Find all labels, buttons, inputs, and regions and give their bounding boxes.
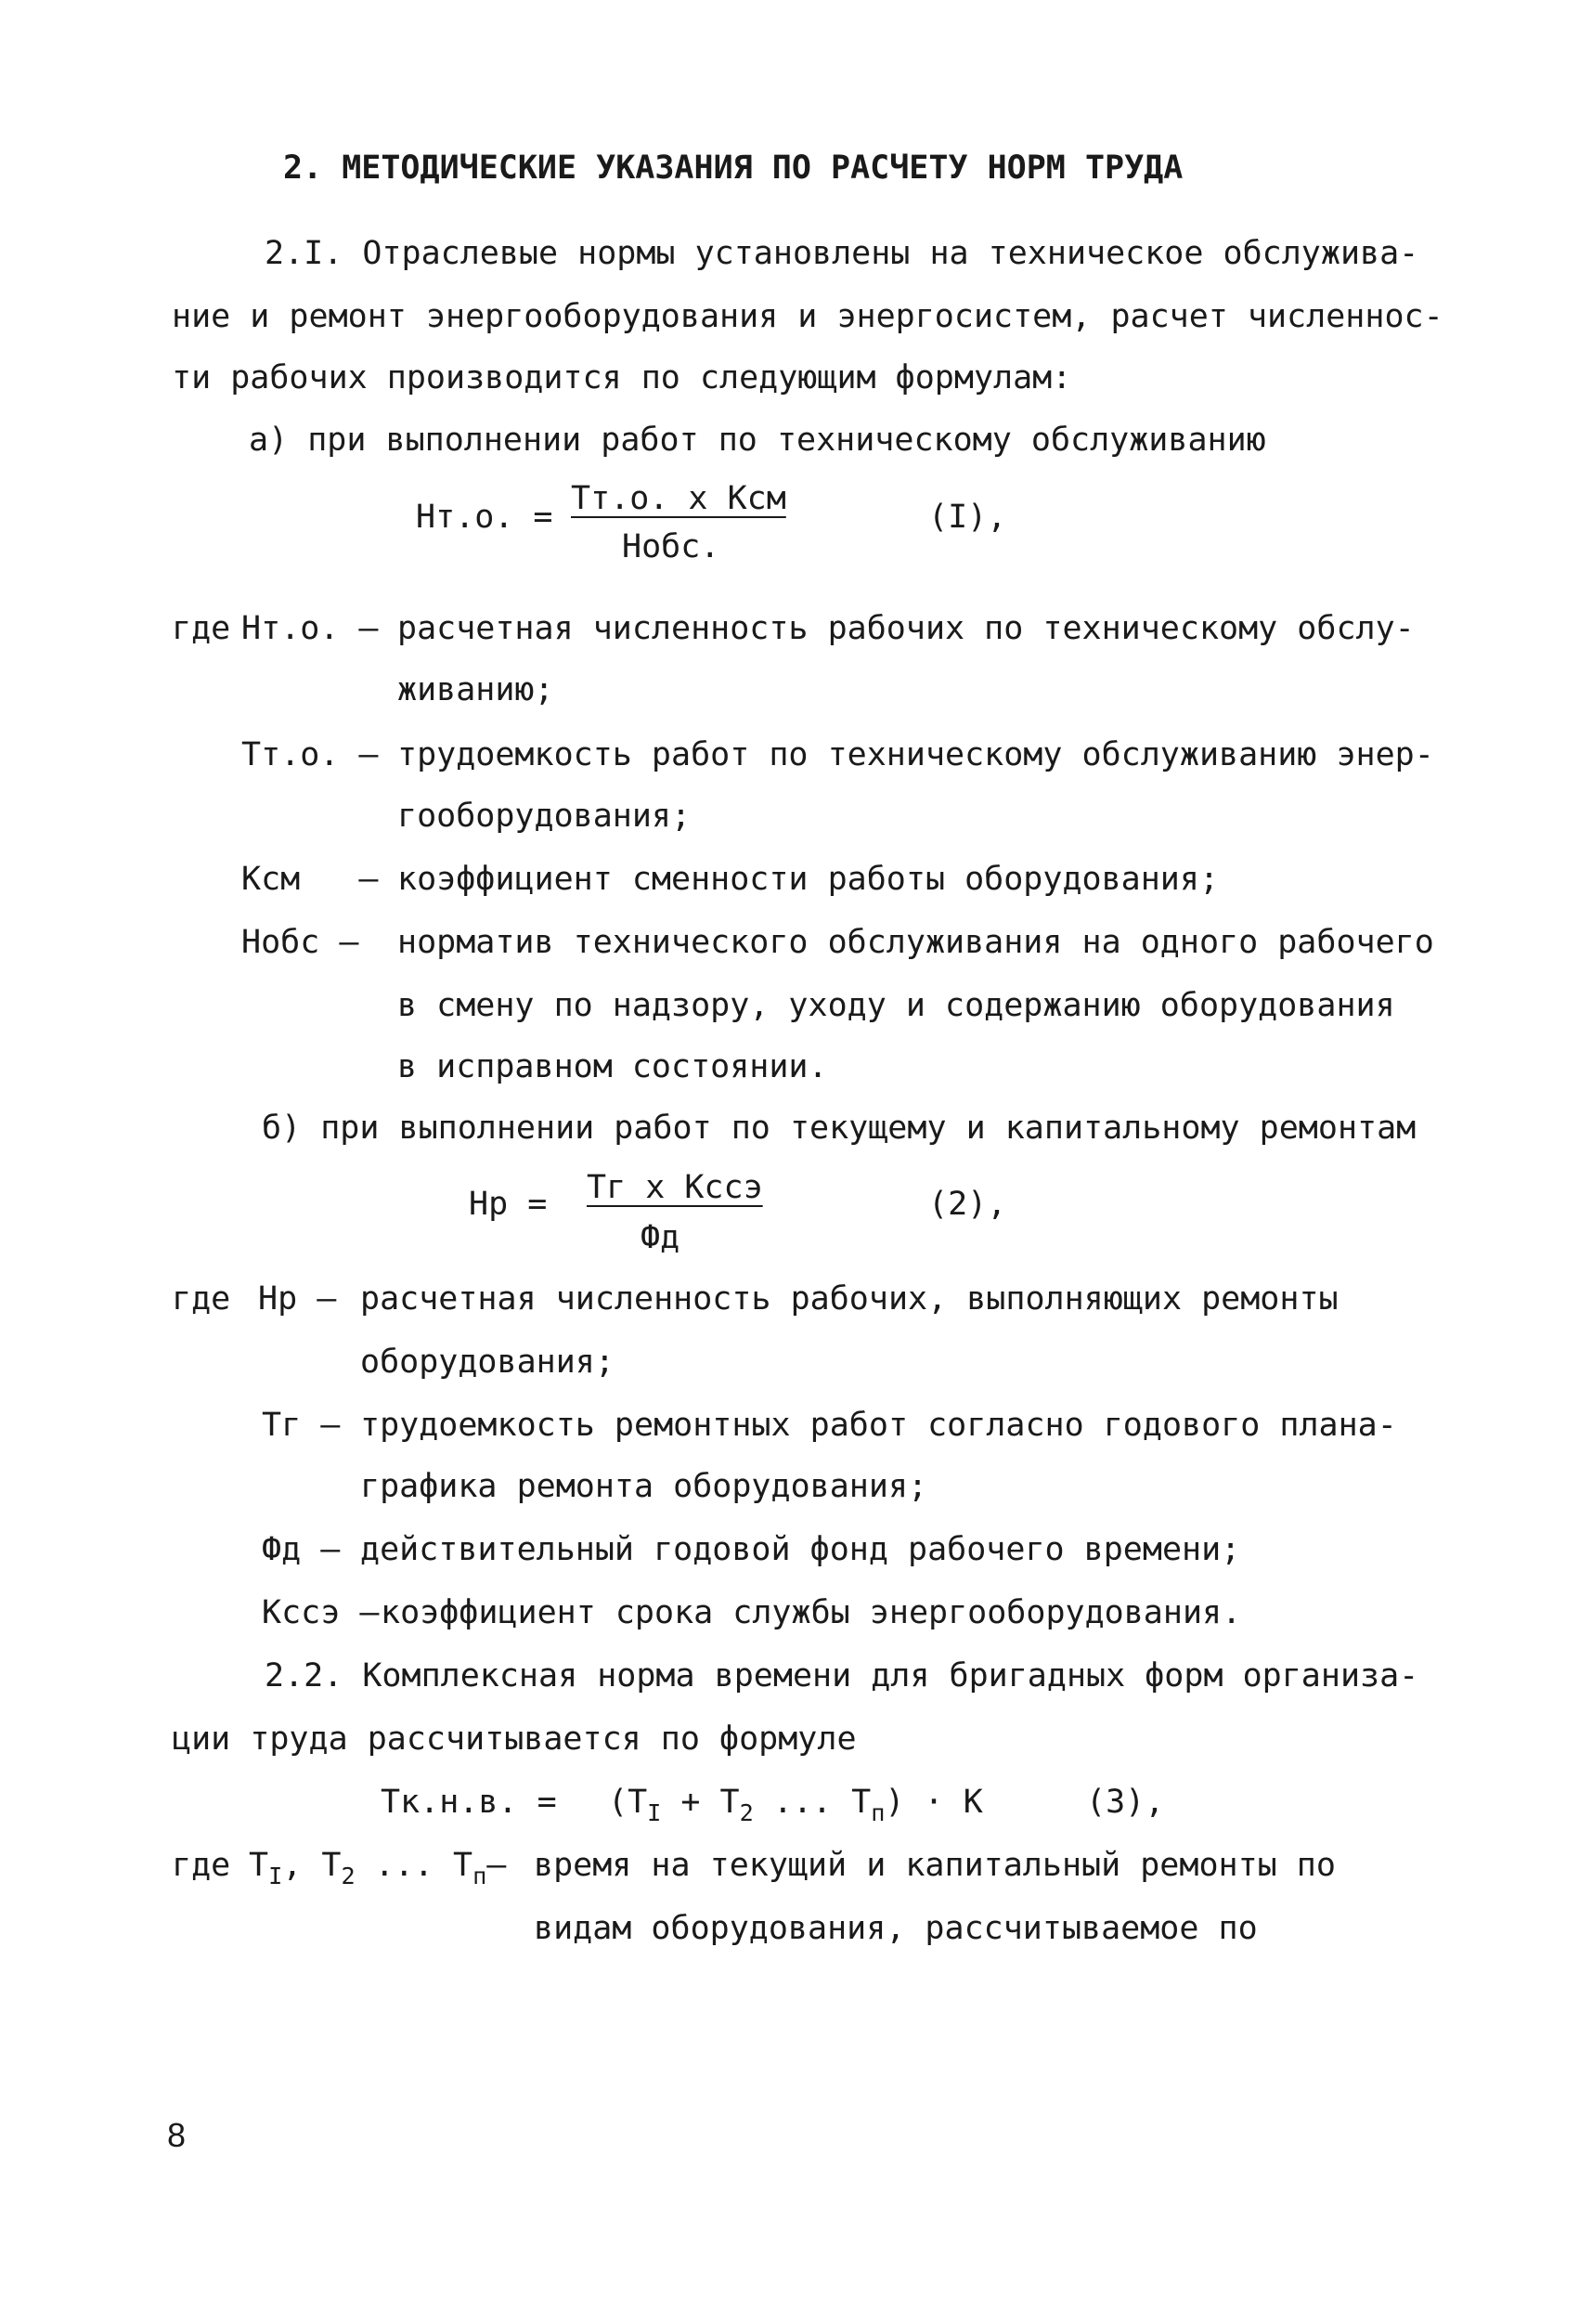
paragraph-2-1-line-1: 2.I. Отраслевые нормы установлены на техническое обслужива-	[265, 235, 1419, 272]
formula-1-numerator: Тт.о. х Ксм	[571, 480, 786, 517]
def-nobs-line-1: норматив технического обслуживания на одного рабочего	[397, 924, 1434, 961]
def-nto-line-1: расчетная численность рабочих по техническому обслу-	[397, 610, 1415, 647]
def-np-line-2: оборудования;	[360, 1344, 615, 1381]
term-ksse: Кссэ –	[262, 1594, 380, 1631]
formula-3-body: ($Т_I + Т_2$ ... $Т_п) \cdot К$	[608, 1784, 983, 1826]
formula-1-lhs: Нт.о. =	[416, 499, 553, 536]
formula-3-number: (3),	[1086, 1784, 1165, 1821]
term-tto: Тт.о. –	[241, 736, 379, 773]
def-ksse: коэффициент срока службы энергооборудования.	[381, 1594, 1242, 1631]
def-tg-line-2: графика ремонта оборудования;	[360, 1468, 928, 1505]
formula-3-lhs: Тк.н.в. =	[381, 1784, 557, 1821]
def-tto-line-1: трудоемкость работ по техническому обслуживанию энер-	[397, 736, 1434, 773]
formula-2-number: (2),	[928, 1186, 1007, 1223]
item-b: б) при выполнении работ по текущему и капитальному ремонтам	[262, 1110, 1417, 1147]
formula-1-number: (I),	[928, 499, 1007, 536]
item-a: а) при выполнении работ по техническому обслуживанию	[249, 422, 1266, 459]
def-t-line-2: видам оборудования, рассчитываемое по	[534, 1910, 1258, 1947]
def-t-line-1: время на текущий и капитальный ремонты по	[534, 1847, 1336, 1884]
page-number: 8	[167, 2116, 187, 2154]
def-tto-line-2: гооборудования;	[397, 798, 692, 835]
term-fd: Фд –	[262, 1531, 341, 1568]
term-np: Нр –	[258, 1280, 337, 1318]
def-fd: действительный годовой фонд рабочего времени;	[360, 1531, 1241, 1568]
term-tg: Тг –	[262, 1407, 341, 1444]
def-ksm: коэффициент сменности работы оборудования;	[397, 861, 1220, 898]
defs-2-where: где	[172, 1280, 231, 1318]
term-nobs: Нобс –	[241, 924, 359, 961]
def-np-line-1: расчетная численность рабочих, выполняющих ремонты	[360, 1280, 1339, 1318]
def-tg-line-1: трудоемкость ремонтных работ согласно годового плана-	[360, 1407, 1397, 1444]
def-nto-line-2: живанию;	[397, 671, 554, 708]
paragraph-2-1-line-3: ти рабочих производится по следующим формулам:	[172, 359, 1072, 396]
paragraph-2-2-line-2: ции труда рассчитывается по формуле	[172, 1720, 857, 1758]
term-ksm: Ксм –	[241, 861, 379, 898]
formula-2-denominator: Фд	[641, 1219, 680, 1256]
term-nto: Нт.о. –	[241, 610, 379, 647]
def-nobs-line-3: в исправном состоянии.	[397, 1048, 828, 1085]
defs-1-where: где	[172, 610, 231, 647]
term-t-series: $Т_I$, $Т_2$ ... $Т_п-$	[249, 1847, 507, 1889]
formula-2-lhs: Нр =	[469, 1186, 548, 1223]
paragraph-2-1-line-2: ние и ремонт энергооборудования и энергосистем, расчет численнос-	[172, 298, 1443, 335]
paragraph-2-2-line-1: 2.2. Комплексная норма времени для бригадных форм организа-	[265, 1657, 1419, 1694]
defs-3-where: где	[172, 1847, 231, 1884]
formula-2-numerator: Тг х Кссэ	[587, 1169, 763, 1206]
section-heading: 2. МЕТОДИЧЕСКИЕ УКАЗАНИЯ ПО РАСЧЕТУ НОРМ ТРУДА	[283, 149, 1184, 187]
def-nobs-line-2: в смену по надзору, уходу и содержанию оборудования	[397, 987, 1395, 1024]
formula-1-denominator: Нобс.	[622, 528, 720, 565]
